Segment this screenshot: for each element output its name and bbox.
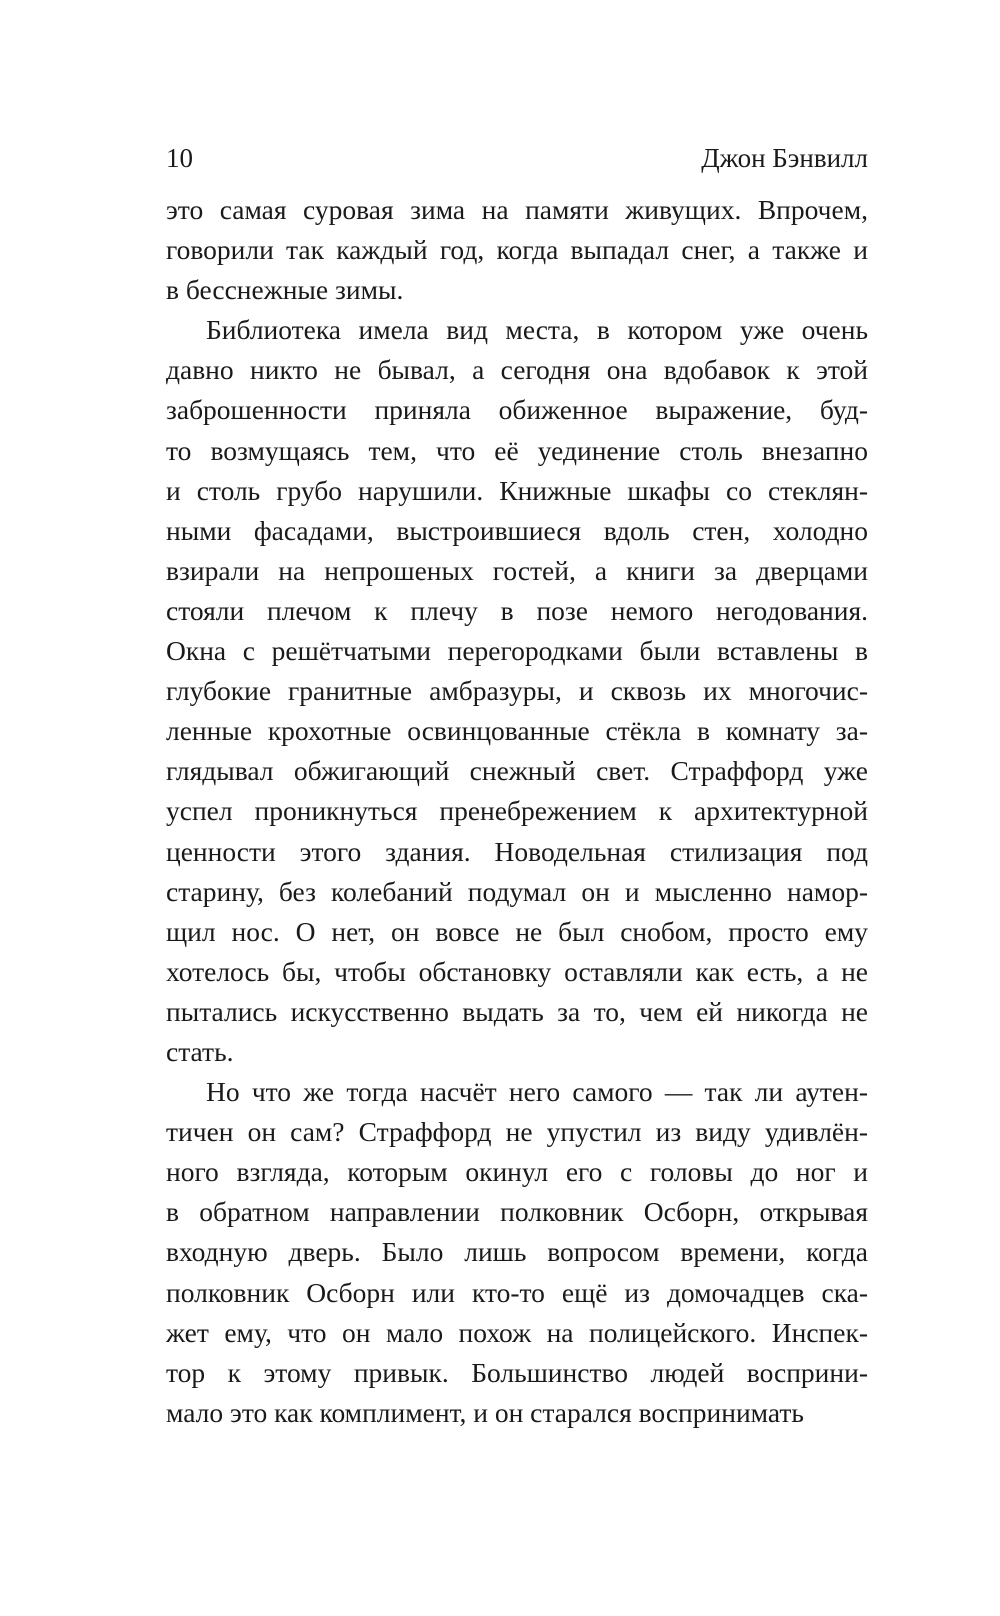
- text-line: Но что же тогда насчёт него самого — так ли аутен-: [206, 1076, 868, 1108]
- text-line: то возмущаясь тем, что её уединение столь внезапно: [166, 434, 868, 466]
- text-line: полковник Осборн или кто-то ещё из домочадцев ска-: [166, 1276, 868, 1308]
- text-line: заброшенности приняла обиженное выражение, буд-: [166, 394, 868, 426]
- text-line: щил нос. О нет, он вовсе не был снобом, просто ему: [166, 915, 868, 947]
- text-line: говорили так каждый год, когда выпадал снег, а также и: [166, 234, 868, 266]
- text-line: жет ему, что он мало похож на полицейского. Инспек-: [166, 1316, 868, 1348]
- text-line: в обратном направлении полковник Осборн, открывая: [166, 1196, 868, 1228]
- page-number: 10: [166, 143, 193, 173]
- text-line: глубокие гранитные амбразуры, и сквозь их многочис-: [166, 675, 868, 707]
- text-line: тичен он сам? Страффорд не упустил из виду удивлён-: [166, 1116, 868, 1148]
- text-line: стояли плечом к плечу в позе немого негодования.: [166, 594, 868, 626]
- text-line: пытались искусственно выдать за то, чем ей никогда не: [166, 995, 868, 1027]
- text-line: мало это как комплимент, и он старался воспринимать: [166, 1396, 804, 1428]
- text-line: входную дверь. Было лишь вопросом времени, когда: [166, 1236, 868, 1268]
- text-line: в бесснежные зимы.: [166, 274, 404, 306]
- running-title: Джон Бэнвилл: [701, 143, 868, 173]
- text-line: ленные крохотные освинцованные стёкла в комнату за-: [166, 715, 868, 747]
- body-text: [166, 190, 868, 1433]
- text-line: успел проникнуться пренебрежением к архитектурной: [166, 795, 868, 827]
- text-line: ными фасадами, выстроившиеся вдоль стен, холодно: [166, 514, 868, 546]
- text-line: взирали на непрошеных гостей, а книги за дверцами: [166, 554, 868, 586]
- text-line: Окна с решётчатыми перегородками были вставлены в: [166, 635, 868, 667]
- text-line: и столь грубо нарушили. Книжные шкафы со стеклян-: [166, 474, 868, 506]
- text-line: старину, без колебаний подумал он и мысленно намор-: [166, 875, 868, 907]
- text-line: глядывал обжигающий снежный свет. Страффорд уже: [166, 755, 868, 787]
- text-line: Библиотека имела вид места, в котором уже очень: [206, 314, 868, 346]
- text-line: стать.: [166, 1035, 234, 1067]
- text-line: тор к этому привык. Большинство людей восприни-: [166, 1356, 868, 1388]
- running-head: [166, 138, 868, 178]
- text-line: давно никто не бывал, а сегодня она вдобавок к этой: [166, 354, 868, 386]
- text-line: ценности этого здания. Новодельная стилизация под: [166, 835, 868, 867]
- text-line: хотелось бы, чтобы обстановку оставляли как есть, а не: [166, 955, 868, 987]
- text-line: это самая суровая зима на памяти живущих. Впрочем,: [166, 194, 868, 225]
- text-line: ного взгляда, которым окинул его с головы до ног и: [166, 1156, 868, 1188]
- book-page: [166, 138, 868, 1433]
